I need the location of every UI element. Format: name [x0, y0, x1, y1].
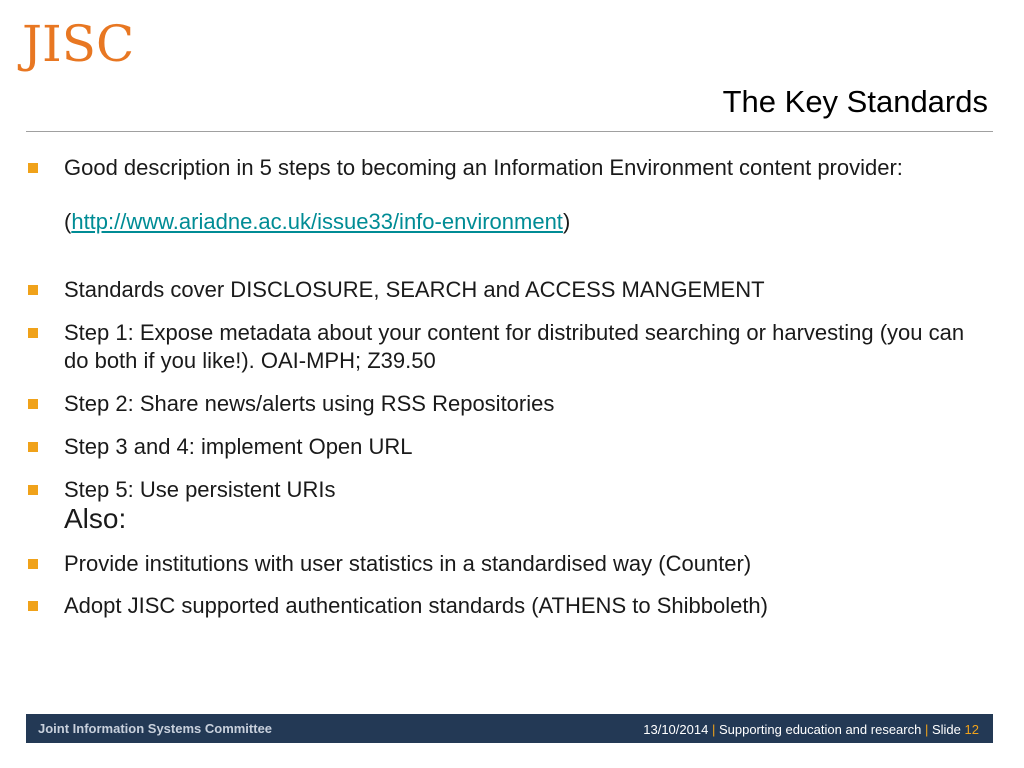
bullet-item-4 — [26, 390, 986, 418]
footer-org-name: Joint Information Systems Committee — [38, 721, 273, 736]
bullet-item-5 — [26, 433, 986, 461]
bullet-marker-icon — [28, 285, 38, 295]
bullet-text: Step 2: Share news/alerts using RSS Repositories — [64, 391, 555, 416]
bullet-marker-icon — [28, 442, 38, 452]
also-heading: Also: — [64, 503, 127, 534]
bullet-marker-icon — [28, 485, 38, 495]
bullet-item-7 — [26, 550, 986, 578]
slide-title: The Key Standards — [722, 84, 988, 119]
footer-info — [643, 722, 979, 737]
bullet-text: Adopt JISC supported authentication standards (ATHENS to Shibboleth) — [64, 593, 768, 618]
footer-tagline: Supporting education and research — [718, 722, 922, 737]
paren-open: ( — [64, 209, 72, 234]
ariadne-link[interactable]: http://www.ariadne.ac.uk/issue33/info-environment — [71, 209, 563, 234]
footer-slide-number: 12 — [964, 722, 979, 737]
bullet-item-8 — [26, 592, 986, 620]
paren-close: ) — [562, 209, 571, 234]
bullet-marker-icon — [28, 601, 38, 611]
bullet-text: Step 3 and 4: implement Open URL — [64, 434, 413, 459]
bullet-marker-icon — [28, 399, 38, 409]
footer-slide-label: Slide — [931, 722, 961, 737]
jisc-logo: JISC — [22, 15, 135, 73]
bullet-item-1 — [26, 154, 986, 182]
bullet-marker-icon — [28, 328, 38, 338]
footer-separator: | — [924, 722, 929, 737]
bullet-item-2 — [26, 276, 986, 304]
slide-content — [26, 154, 986, 620]
bullet-text: Good description in 5 steps to becoming an Information Environment content provider: — [64, 155, 903, 180]
bullet-text: Provide institutions with user statistics in a standardised way (Counter) — [64, 551, 752, 576]
bullet-text: Step 1: Expose metadata about your content for distributed searching or harvesting (you can do both if you like!). OAI-MPH; Z39.50 — [64, 320, 965, 373]
reference-link-line — [26, 208, 986, 236]
footer-date: 13/10/2014 — [643, 722, 709, 737]
bullet-item-3 — [26, 319, 986, 375]
footer-separator: | — [711, 722, 716, 737]
bullet-item-6 — [26, 476, 986, 504]
bullet-text: Step 5: Use persistent URIs — [64, 477, 336, 502]
bullet-text: Standards cover DISCLOSURE, SEARCH and ACCESS MANGEMENT — [64, 277, 765, 302]
slide-footer — [26, 714, 993, 743]
bullet-marker-icon — [28, 559, 38, 569]
title-divider — [26, 131, 993, 132]
bullet-marker-icon — [28, 163, 38, 173]
